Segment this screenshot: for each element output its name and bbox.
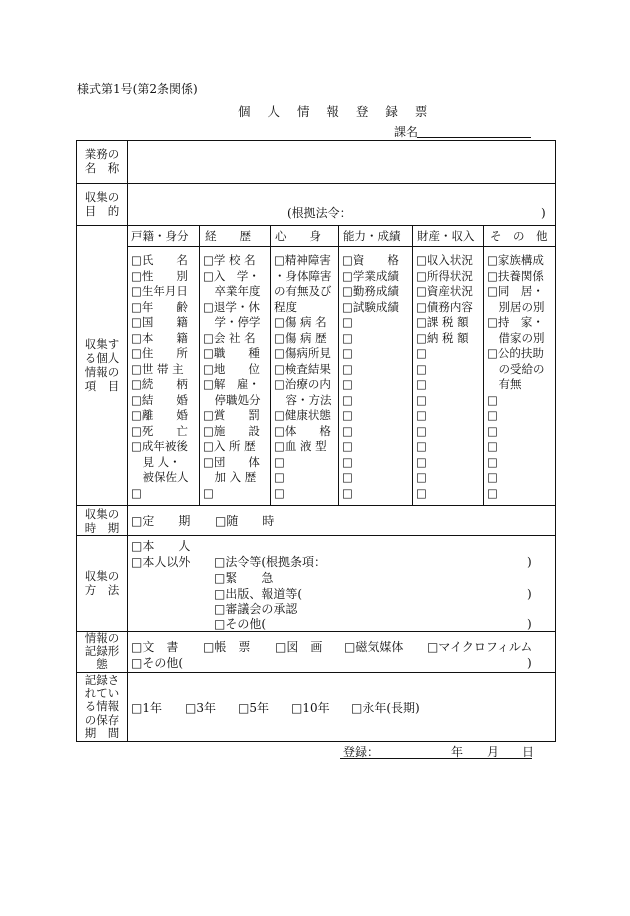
check-item-continued: 容・方法: [274, 392, 332, 407]
check-item[interactable]: □成年被後: [131, 439, 188, 453]
method-self-checkbox[interactable]: □本 人: [131, 539, 191, 553]
retention-permanent-checkbox[interactable]: □永年(長期): [351, 701, 420, 715]
check-item-blank[interactable]: □: [342, 408, 353, 422]
registration-date-line[interactable]: [340, 758, 532, 759]
check-item[interactable]: □扶養関係: [487, 268, 544, 283]
check-item-continued: の受給の: [487, 361, 545, 376]
registration-month: 月: [487, 745, 500, 759]
business-name-field[interactable]: [130, 143, 552, 180]
timing-regular-checkbox[interactable]: □定 期: [131, 514, 191, 528]
method-legal-close: ): [527, 555, 532, 569]
check-item-continued: 被保佐人: [131, 470, 189, 484]
check-item[interactable]: □試験成績: [342, 299, 399, 314]
purpose-basis: (根拠法令：: [287, 206, 352, 220]
check-item[interactable]: □持 家・: [487, 315, 544, 329]
check-item[interactable]: □傷病所見: [274, 346, 331, 360]
check-item[interactable]: □課 税 額: [416, 315, 469, 329]
check-item[interactable]: □精神障害: [274, 253, 331, 267]
check-item-blank[interactable]: □: [416, 439, 427, 453]
check-item[interactable]: □学業成績: [342, 268, 399, 283]
method-legal-checkbox[interactable]: □法令等(根拠条項：: [214, 555, 327, 569]
check-item-blank[interactable]: □: [342, 439, 353, 453]
check-item[interactable]: □解 雇・: [203, 377, 260, 391]
check-item[interactable]: □傷 病 歴: [274, 330, 327, 345]
category-header-other: そ の 他: [490, 229, 548, 243]
check-item-blank[interactable]: □: [416, 361, 427, 376]
record-drawing-checkbox[interactable]: □図 画: [275, 640, 323, 654]
check-item-continued: 借家の別: [487, 330, 545, 345]
check-item-blank[interactable]: □: [131, 485, 142, 500]
method-publication-checkbox[interactable]: □出版、報道等(: [214, 587, 303, 601]
department-input-line[interactable]: [417, 137, 531, 138]
check-item[interactable]: □本 籍: [131, 330, 188, 345]
check-item[interactable]: □施 設: [203, 423, 260, 438]
retention-1y-checkbox[interactable]: □1年: [131, 701, 162, 715]
retention-label: 記録さ れてい る情報 の保存 期 間: [84, 673, 120, 740]
category-header-career: 経 歴: [205, 229, 251, 243]
check-item[interactable]: □傷 病 名: [274, 315, 327, 329]
check-item-blank[interactable]: □: [487, 454, 498, 469]
check-item-blank[interactable]: □: [342, 392, 353, 407]
check-item[interactable]: □体 格: [274, 423, 331, 438]
category-items-other: [487, 253, 545, 501]
check-item-continued: 別居の別: [487, 299, 545, 314]
check-item-blank[interactable]: □: [342, 454, 353, 469]
registration-label: 登録：: [343, 745, 380, 759]
method-other-checkbox[interactable]: □本人以外: [131, 555, 191, 569]
check-item[interactable]: □家族構成: [487, 253, 544, 267]
check-item-continued: ・身体障害: [274, 268, 332, 283]
record-ledger-checkbox[interactable]: □帳 票: [203, 640, 251, 654]
check-item-continued: 学・停学: [203, 315, 261, 329]
check-item-blank[interactable]: □: [416, 377, 427, 391]
category-items-assets: [416, 253, 473, 501]
check-item-blank[interactable]: □: [416, 423, 427, 438]
department-label: 課名: [394, 125, 419, 139]
check-item-blank[interactable]: □: [487, 423, 498, 438]
category-header-ability: 能力・成績: [343, 229, 401, 243]
check-item-continued: 有無: [487, 377, 522, 391]
method-etc-close: ): [527, 617, 532, 631]
check-item-continued: 程度: [274, 299, 297, 314]
check-item[interactable]: □資 格: [342, 253, 399, 267]
retention-10y-checkbox[interactable]: □10年: [291, 701, 330, 715]
page-title: 個 人 情 報 登 録 票: [238, 104, 434, 119]
items-label: 収集す る個人 情報の 項 目: [84, 337, 120, 393]
category-items-health: [274, 253, 332, 501]
check-item[interactable]: □世 帯 主: [131, 361, 184, 376]
record-other-checkbox[interactable]: □その他(: [131, 656, 184, 670]
record-other-close: ): [527, 656, 532, 670]
record-document-checkbox[interactable]: □文 書: [131, 640, 179, 654]
check-item[interactable]: □学 校 名: [203, 253, 256, 267]
check-item[interactable]: □納 税 額: [416, 330, 469, 345]
check-item[interactable]: □国 籍: [131, 315, 188, 329]
check-item[interactable]: □死 亡: [131, 423, 188, 438]
check-item-blank[interactable]: □: [342, 485, 353, 500]
check-item[interactable]: □離 婚: [131, 408, 188, 422]
check-item[interactable]: □性 別: [131, 268, 188, 283]
check-item-blank[interactable]: □: [274, 470, 285, 484]
check-item-continued: の有無及び: [274, 284, 332, 298]
check-item-blank[interactable]: □: [274, 485, 285, 500]
check-item[interactable]: □結 婚: [131, 392, 188, 407]
check-item-blank[interactable]: □: [416, 454, 427, 469]
check-item[interactable]: □血 液 型: [274, 439, 327, 453]
check-item-blank[interactable]: □: [487, 470, 498, 484]
check-item-blank[interactable]: □: [342, 470, 353, 484]
check-item-blank[interactable]: □: [274, 454, 285, 469]
check-item-blank[interactable]: □: [342, 346, 353, 360]
record-microfilm-checkbox[interactable]: □マイクロフィルム: [427, 640, 533, 654]
check-item-blank[interactable]: □: [487, 392, 498, 407]
method-label: 収集の 方 法: [84, 569, 120, 597]
check-item-blank[interactable]: □: [416, 485, 427, 500]
check-item[interactable]: □入 学・: [203, 268, 260, 283]
business-name-label: 業務の 名 称: [84, 147, 120, 175]
check-item-continued: 停職処分: [203, 392, 261, 407]
check-item[interactable]: □勤務成績: [342, 284, 399, 298]
check-item-blank[interactable]: □: [416, 408, 427, 422]
category-items-career: [203, 253, 261, 501]
check-item[interactable]: □氏 名: [131, 253, 188, 267]
check-item[interactable]: □資産状況: [416, 284, 473, 298]
check-item-blank[interactable]: □: [342, 423, 353, 438]
check-item-blank[interactable]: □: [487, 408, 498, 422]
check-item-blank[interactable]: □: [487, 439, 498, 453]
check-item-blank[interactable]: □: [203, 485, 214, 500]
check-item-blank[interactable]: □: [487, 485, 498, 500]
check-item-continued: 加 入 歴: [203, 470, 257, 484]
check-item[interactable]: □団 体: [203, 454, 260, 469]
check-item-blank[interactable]: □: [416, 346, 427, 360]
timing-occasional-checkbox[interactable]: □随 時: [215, 514, 275, 528]
check-item[interactable]: □債務内容: [416, 299, 473, 314]
check-item-continued: 卒業年度: [203, 284, 261, 298]
registration-day: 日: [522, 745, 535, 759]
method-etc-checkbox[interactable]: □その他(: [214, 617, 267, 631]
record-form-label: 情報の 記録形 態: [84, 631, 120, 671]
check-item[interactable]: □生年月日: [131, 284, 188, 298]
category-header-assets: 財産・収入: [417, 229, 475, 243]
check-item[interactable]: □治療の内: [274, 377, 331, 391]
method-council-checkbox[interactable]: □審議会の承認: [214, 602, 298, 616]
timing-label: 収集の 時 期: [84, 507, 120, 535]
retention-3y-checkbox[interactable]: □3年: [185, 701, 216, 715]
check-item[interactable]: □公的扶助: [487, 346, 544, 360]
registration-year: 年: [451, 745, 464, 759]
check-item[interactable]: □同 居・: [487, 284, 544, 298]
check-item[interactable]: □退学・休: [203, 299, 260, 314]
retention-5y-checkbox[interactable]: □5年: [238, 701, 269, 715]
category-items-family: [131, 253, 189, 501]
check-item[interactable]: □所得状況: [416, 268, 473, 283]
check-item[interactable]: □続 柄: [131, 377, 188, 391]
check-item[interactable]: □住 所: [131, 346, 188, 360]
check-item[interactable]: □入 所 歴: [203, 439, 256, 453]
check-item-blank[interactable]: □: [416, 470, 427, 484]
check-item[interactable]: □年 齢: [131, 299, 188, 314]
check-item[interactable]: □職 種: [203, 346, 260, 360]
category-header-health: 心 身: [275, 229, 321, 243]
category-items-ability: [342, 253, 399, 501]
purpose-close-paren: ): [541, 206, 546, 220]
check-item[interactable]: □会 社 名: [203, 330, 256, 345]
check-item-blank[interactable]: □: [342, 315, 353, 329]
check-item[interactable]: □賞 罰: [203, 408, 260, 422]
check-item[interactable]: □健康状態: [274, 408, 331, 422]
record-magnetic-checkbox[interactable]: □磁気媒体: [344, 640, 404, 654]
method-publication-close: ): [527, 587, 532, 601]
check-item-blank[interactable]: □: [342, 377, 353, 391]
form-number: 様式第1号(第2条関係): [77, 82, 198, 96]
check-item[interactable]: □収入状況: [416, 253, 473, 267]
check-item[interactable]: □検査結果: [274, 361, 331, 376]
check-item-blank[interactable]: □: [342, 330, 353, 345]
category-header-family: 戸籍・身分: [131, 229, 189, 243]
method-urgent-checkbox[interactable]: □緊 急: [214, 571, 274, 585]
check-item-blank[interactable]: □: [342, 361, 353, 376]
check-item[interactable]: □地 位: [203, 361, 260, 376]
check-item-blank[interactable]: □: [416, 392, 427, 407]
check-item-continued: 見 人・: [131, 454, 181, 469]
purpose-label: 収集の 目 的: [84, 190, 120, 218]
